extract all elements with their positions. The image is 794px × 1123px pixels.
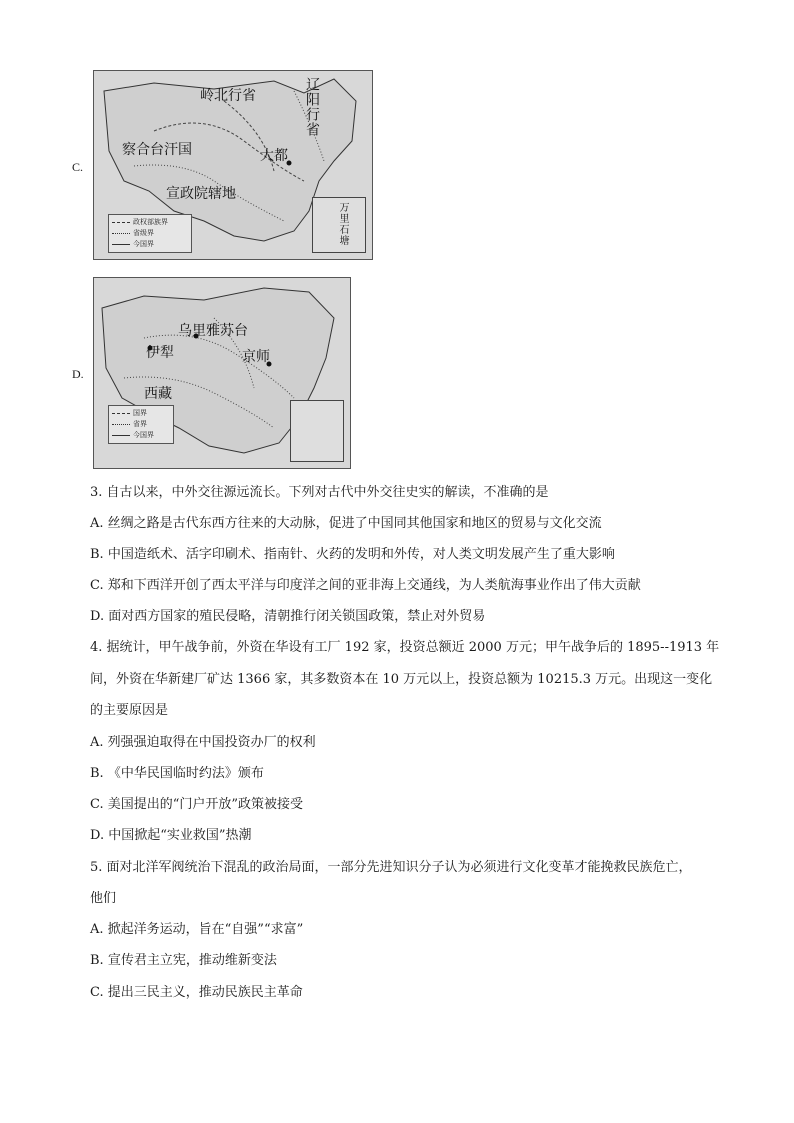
label-xuanzheng: 宣政院辖地 — [166, 186, 236, 202]
q5-stem-line2: 他们 — [90, 891, 117, 906]
q3-stem: 3. 自古以来，中外交往源远流长。下列对古代中外交往史实的解读，不准确的是 — [90, 485, 549, 500]
q5-option-b: B. 宣传君主立宪，推动维新变法 — [90, 953, 277, 968]
label-dadu: 大都 — [260, 148, 288, 164]
q4-stem-line1: 4. 据统计，甲午战争前，外资在华设有工厂 192 家，投资总额近 2000 万元；甲午战争后的 1895--1913 年 — [90, 640, 720, 655]
label-yili: 伊犁 — [146, 345, 174, 361]
map-legend-d: 国界 省界 今国界 — [108, 405, 174, 444]
label-wuliyasutai: 乌里雅苏台 — [178, 323, 248, 339]
option-d-letter: D. — [72, 367, 84, 381]
q4-option-d: D. 中国掀起“实业救国”热潮 — [90, 828, 252, 843]
south-sea-inset-d — [290, 400, 344, 462]
option-c-letter: C. — [72, 160, 84, 174]
label-lingbei: 岭北行省 — [200, 88, 256, 104]
label-chahetai: 察合台汗国 — [122, 142, 192, 158]
q5-option-a: A. 掀起洋务运动，旨在“自强”“求富” — [90, 922, 304, 937]
label-liaoyang: 辽阳行省 — [304, 77, 320, 137]
q4-option-a: A. 列强强迫取得在中国投资办厂的权利 — [90, 735, 316, 750]
q3-option-c: C. 郑和下西洋开创了西太平洋与印度洋之间的亚非海上交通线，为人类航海事业作出了伟大贡献 — [90, 578, 641, 593]
q4-stem-line3: 的主要原因是 — [90, 703, 169, 718]
q3-option-d: D. 面对西方国家的殖民侵略，清朝推行闭关锁国政策，禁止对外贸易 — [90, 609, 486, 624]
label-jingshi: 京师 — [242, 349, 270, 365]
label-wanli: 万里石塘 — [337, 202, 348, 246]
q3-option-b: B. 中国造纸术、活字印刷术、指南针、火药的发明和外传，对人类文明发展产生了重大影响 — [90, 547, 615, 562]
qing-dynasty-map — [93, 277, 351, 469]
q4-option-b: B. 《中华民国临时约法》颁布 — [90, 766, 264, 781]
q4-stem-line2: 间，外资在华新建厂矿达 1366 家，其多数资本在 10 万元以上，投资总额为 10215.3 万元。出现这一变化 — [90, 672, 713, 687]
q5-stem-line1: 5. 面对北洋军阀统治下混乱的政治局面，一部分先进知识分子认为必须进行文化变革才能挽救民族危亡， — [90, 860, 692, 875]
q3-option-a: A. 丝绸之路是古代东西方往来的大动脉，促进了中国同其他国家和地区的贸易与文化交流 — [90, 516, 602, 531]
map-legend-c: 政权部族界 省级界 今国界 — [108, 214, 192, 253]
yuan-dynasty-map — [93, 70, 373, 260]
label-xizang: 西藏 — [144, 386, 172, 402]
q5-option-c: C. 提出三民主义，推动民族民主革命 — [90, 985, 303, 1000]
south-sea-inset-c — [312, 197, 366, 253]
q4-option-c: C. 美国提出的“门户开放”政策被接受 — [90, 797, 304, 812]
